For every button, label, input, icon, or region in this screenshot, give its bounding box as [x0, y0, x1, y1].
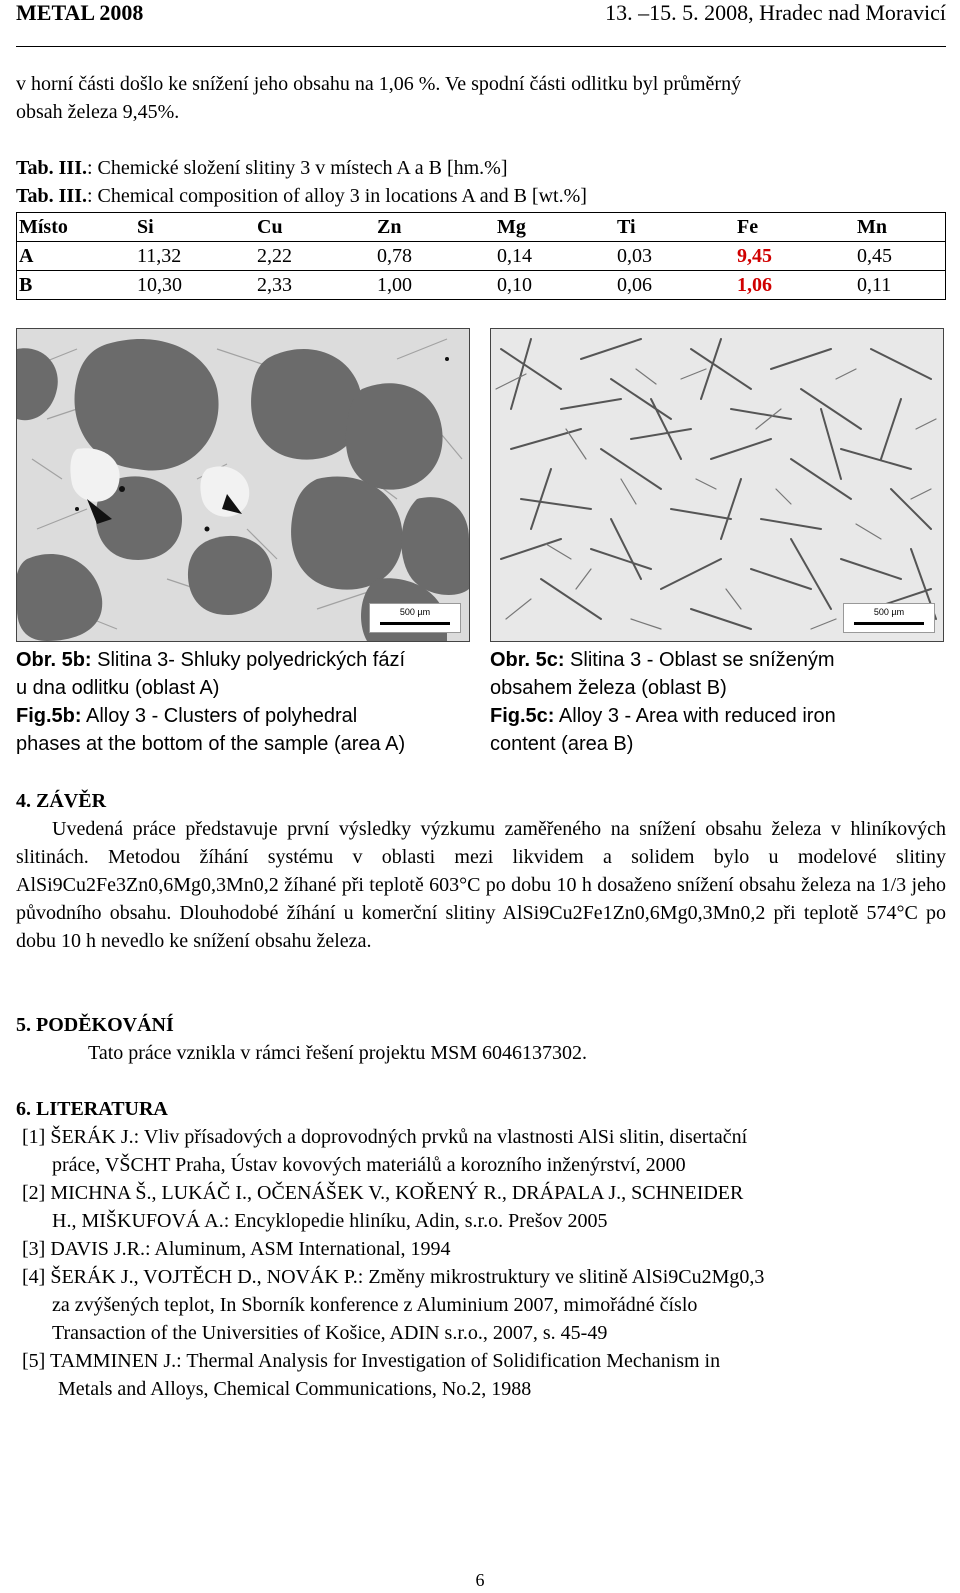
table-header-cell: Zn — [375, 213, 495, 242]
caption-line: Obr. 5c: Slitina 3 - Oblast se sníženým — [490, 649, 835, 671]
table-cell: B — [17, 271, 136, 300]
reference-line: [5] TAMMINEN J.: Thermal Analysis for Investigation of Solidification Mechanism in — [22, 1350, 721, 1372]
scale-bar — [843, 603, 935, 633]
conference-date-place: 13. –15. 5. 2008, Hradec nad Moravicí — [605, 0, 946, 25]
table-cell: 0,03 — [615, 242, 735, 271]
table-cell: 0,45 — [855, 242, 946, 271]
intro-line-1: v horní části došlo ke snížení jeho obsahu na 1,06 %. Ve spodní části odlitku byl průměrný — [16, 73, 742, 95]
reference-line: Transaction of the Universities of Košice, ADIN s.r.o., 2007, s. 45-49 — [52, 1322, 608, 1344]
table-caption-cz: Tab. III.: Chemické složení slitiny 3 v místech A a B [hm.%] — [16, 157, 508, 179]
acknowledgement-text: Tato práce vznikla v rámci řešení projektu MSM 6046137302. — [88, 1042, 588, 1064]
section-title-literature: 6. LITERATURA — [16, 1098, 168, 1120]
table-cell: 1,00 — [375, 271, 495, 300]
header-rule — [16, 46, 946, 47]
caption-line: Obr. 5b: Slitina 3- Shluky polyedrických fází — [16, 649, 406, 671]
conference-name: METAL 2008 — [16, 0, 144, 25]
table-row — [17, 242, 946, 271]
micrograph-5c-image — [491, 329, 943, 641]
table-cell: 2,22 — [255, 242, 375, 271]
scale-bar-label: 500 µm — [399, 607, 431, 617]
micrograph-5b — [16, 328, 470, 642]
table-cell: 0,06 — [615, 271, 735, 300]
table-cell: 0,14 — [495, 242, 615, 271]
chemical-composition-table — [16, 212, 946, 300]
table-cell: 11,32 — [135, 242, 255, 271]
reference-item — [22, 1179, 942, 1235]
page-header — [16, 0, 946, 46]
table-header-row — [17, 213, 946, 242]
table-header-cell: Místo — [17, 213, 136, 242]
reference-line: [1] ŠERÁK J.: Vliv přísadových a doprovodných prvků na vlastnosti AlSi slitin, disertační — [22, 1126, 748, 1148]
table-cell-highlight: 9,45 — [735, 242, 855, 271]
caption-line: obsahem železa (oblast B) — [490, 677, 727, 699]
table-cell: 0,10 — [495, 271, 615, 300]
table-header-cell: Ti — [615, 213, 735, 242]
section-title-conclusion: 4. ZÁVĚR — [16, 790, 107, 812]
scale-bar-line — [854, 622, 924, 625]
reference-line: práce, VŠCHT Praha, Ústav kovových materiálů a korozního inženýrství, 2000 — [52, 1154, 686, 1176]
figure-5c-caption — [490, 646, 836, 758]
table-row — [17, 271, 946, 300]
reference-line: [3] DAVIS J.R.: Aluminum, ASM International, 1994 — [22, 1238, 451, 1260]
caption-line: Fig.5b: Alloy 3 - Clusters of polyhedral — [16, 705, 358, 727]
table-header-cell: Mn — [855, 213, 946, 242]
conclusion-paragraph: Uvedená práce představuje první výsledky výzkumu zaměřeného na snížení obsahu železa v hliníkových slitinách. Metodou žíhání systému v oblasti mezi likvidem a solidem bylo u modelové slitiny AlSi9Cu2Fe3Zn0,6Mg0,3Mn0,2 žíhané při teplotě 603°C po dobu 10 h dosaženo snížení obsahu železa na 1/3 jeho původního obsahu. Dlouhodobé žíhání u komerční slitiny AlSi9Cu2Fe1Zn0,6Mg0,3Mn0,2 při teplotě 574°C po dobu 10 h nevedlo ke snížení obsahu železa. — [16, 818, 946, 952]
table-cell: 0,11 — [855, 271, 946, 300]
caption-line: content (area B) — [490, 733, 634, 755]
micrograph-5b-image — [17, 329, 469, 641]
page-number: 6 — [475, 1570, 485, 1590]
caption-line: u dna odlitku (oblast A) — [16, 677, 220, 699]
reference-line: za zvýšených teplot, In Sborník konference z Aluminium 2007, mimořádné číslo — [52, 1294, 698, 1316]
table-header-cell: Fe — [735, 213, 855, 242]
table-cell: 10,30 — [135, 271, 255, 300]
intro-line-2: obsah železa 9,45%. — [16, 101, 180, 123]
caption-line: phases at the bottom of the sample (area A) — [16, 733, 406, 755]
reference-line: H., MIŠKUFOVÁ A.: Encyklopedie hliníku, Adin, s.r.o. Prešov 2005 — [52, 1210, 608, 1232]
table-cell: 2,33 — [255, 271, 375, 300]
table-caption-en: Tab. III.: Chemical composition of alloy 3 in locations A and B [wt.%] — [16, 185, 587, 207]
table-header-cell: Mg — [495, 213, 615, 242]
caption-line: Fig.5c: Alloy 3 - Area with reduced iron — [490, 705, 836, 727]
reference-item — [22, 1347, 942, 1403]
reference-line: [4] ŠERÁK J., VOJTĚCH D., NOVÁK P.: Změny mikrostruktury ve slitině AlSi9Cu2Mg0,3 — [22, 1266, 765, 1288]
table-cell: 0,78 — [375, 242, 495, 271]
scale-bar-label: 500 µm — [873, 607, 905, 617]
reference-line: Metals and Alloys, Chemical Communications, No.2, 1988 — [58, 1378, 532, 1400]
reference-item — [22, 1123, 942, 1179]
table-cell-highlight: 1,06 — [735, 271, 855, 300]
table-header-cell: Cu — [255, 213, 375, 242]
reference-item — [22, 1235, 942, 1263]
micrograph-5c — [490, 328, 944, 642]
table-header-cell: Si — [135, 213, 255, 242]
scale-bar — [369, 603, 461, 633]
figure-5b-caption — [16, 646, 405, 758]
reference-item — [22, 1263, 942, 1347]
section-title-acknowledgement: 5. PODĚKOVÁNÍ — [16, 1014, 174, 1036]
scale-bar-line — [380, 622, 450, 625]
reference-line: [2] MICHNA Š., LUKÁČ I., OČENÁŠEK V., KOŘENÝ R., DRÁPALA J., SCHNEIDER — [22, 1182, 744, 1204]
table-cell: A — [17, 242, 136, 271]
